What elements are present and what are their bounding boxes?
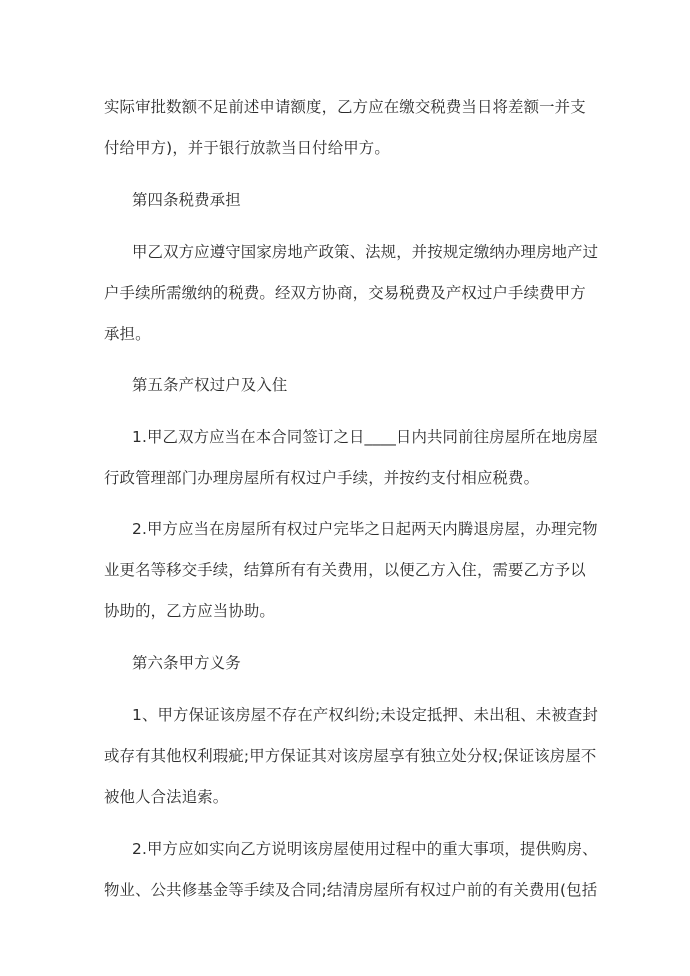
paragraph-line: 物业、公共修基金等手续及合同;结清房屋所有权过户前的有关费用(包括 — [104, 881, 598, 899]
section-heading-article-5: 第五条产权过户及入住 — [132, 376, 288, 394]
paragraph-line: 或存有其他权利瑕疵;甲方保证其对该房屋享有独立处分权;保证该房屋不 — [104, 747, 597, 765]
paragraph-line: 2.甲方应当在房屋所有权过户完毕之日起两天内腾退房屋，办理完物 — [132, 520, 598, 538]
paragraph-line: 实际审批数额不足前述申请额度，乙方应在缴交税费当日将差额一并支 — [104, 98, 586, 116]
paragraph-line: 1.甲乙双方应当在本合同签订之日____日内共同前往房屋所在地房屋 — [132, 428, 598, 446]
paragraph-line: 1、甲方保证该房屋不存在产权纠纷;未设定抵押、未出租、未被查封 — [132, 706, 598, 724]
paragraph-line: 2.甲方应如实向乙方说明该房屋使用过程中的重大事项，提供购房、 — [132, 840, 598, 858]
paragraph-line: 业更名等移交手续，结算所有有关费用，以便乙方入住，需要乙方予以 — [104, 561, 586, 579]
section-heading-article-4: 第四条税费承担 — [132, 191, 241, 209]
paragraph-line: 甲乙双方应遵守国家房地产政策、法规，并按规定缴纳办理房地产过 — [132, 243, 599, 261]
paragraph-line: 户手续所需缴纳的税费。经双方协商，交易税费及产权过户手续费甲方 — [104, 284, 586, 302]
paragraph-line: 承担。 — [104, 325, 151, 343]
paragraph-line: 付给甲方)，并于银行放款当日付给甲方。 — [104, 139, 390, 157]
paragraph-line: 协助的，乙方应当协助。 — [104, 602, 275, 620]
paragraph-line: 被他人合法追索。 — [104, 788, 229, 806]
section-heading-article-6: 第六条甲方义务 — [132, 654, 241, 672]
paragraph-line: 行政管理部门办理房屋所有权过户手续，并按约支付相应税费。 — [104, 469, 540, 487]
